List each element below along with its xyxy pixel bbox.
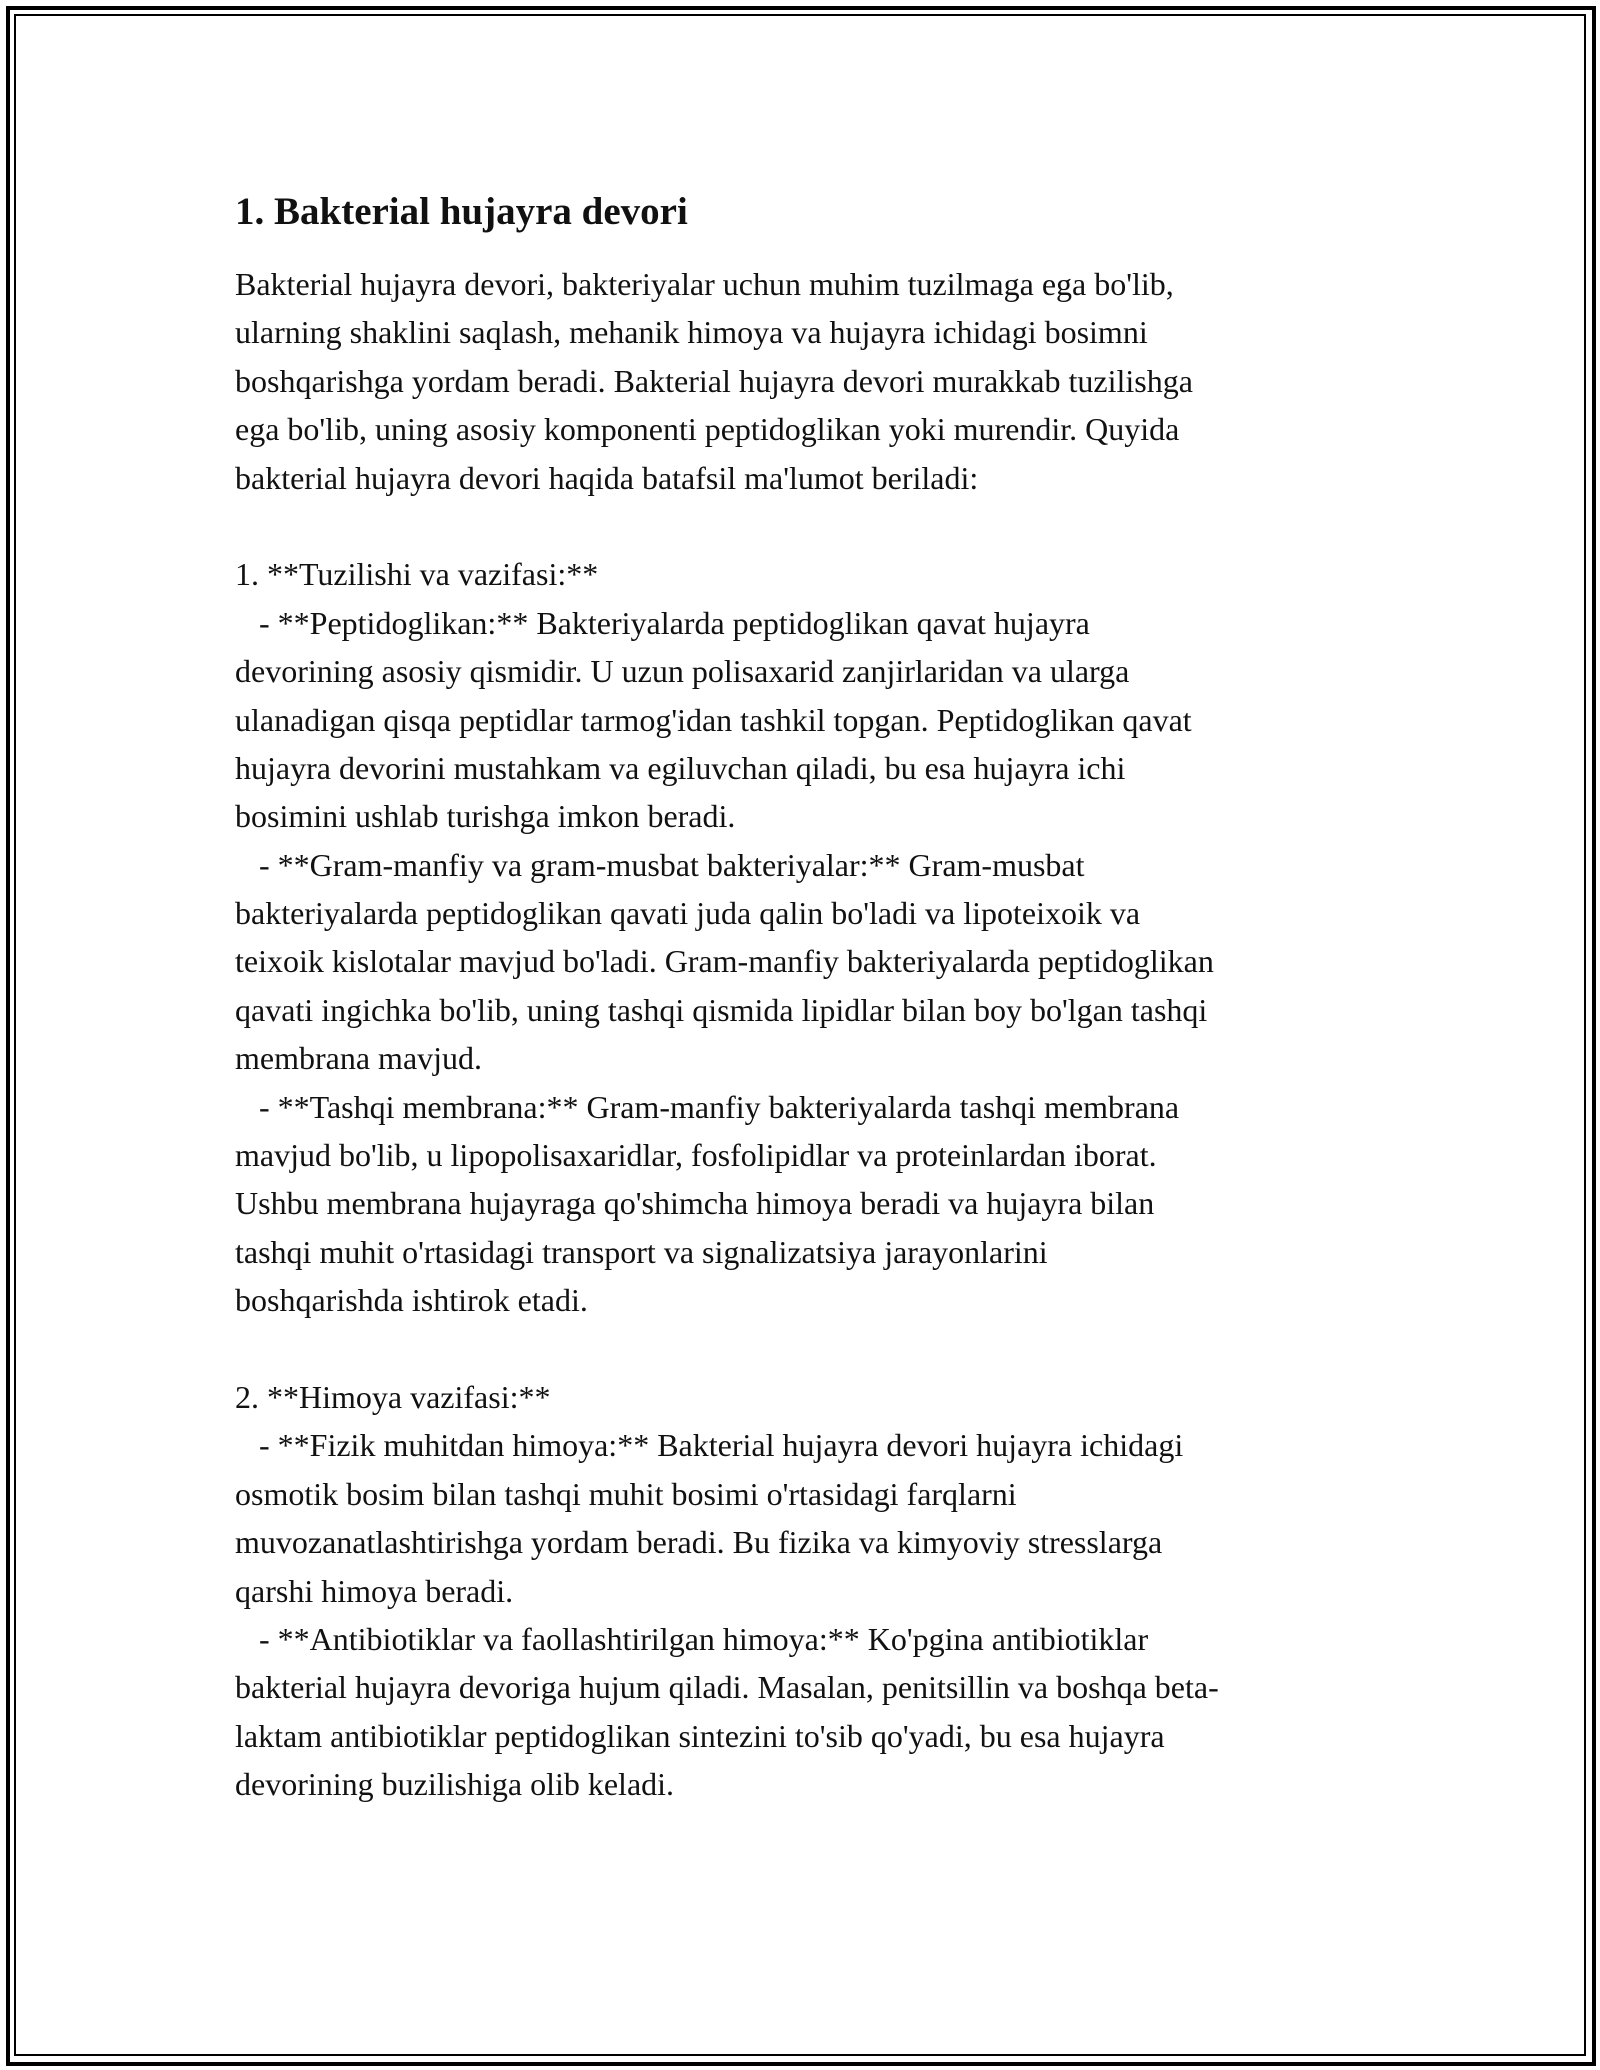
document-content: [235, 186, 1375, 1809]
text-line: qavati ingichka bo'lib, uning tashqi qismida lipidlar bilan boy bo'lgan tashqi: [235, 991, 1208, 1028]
text-line: membrana mavjud.: [235, 1040, 483, 1077]
text-line: qarshi himoya beradi.: [235, 1572, 514, 1609]
text-line: 1. **Tuzilishi va vazifasi:**: [235, 556, 599, 593]
text-line: devorining buzilishiga olib keladi.: [235, 1766, 675, 1803]
document-body: [235, 260, 1375, 1809]
text-line: - **Tashqi membrana:** Gram-manfiy bakteriyalarda tashqi membrana: [235, 1088, 1180, 1125]
text-line: devorining asosiy qismidir. U uzun polisaxarid zanjirlaridan va ularga: [235, 653, 1130, 690]
text-line: 2. **Himoya vazifasi:**: [235, 1378, 551, 1415]
text-line: hujayra devorini mustahkam va egiluvchan qiladi, bu esa hujayra ichi: [235, 749, 1126, 786]
blank-line: [235, 502, 1375, 550]
text-line: boshqarishga yordam beradi. Bakterial hujayra devori murakkab tuzilishga: [235, 362, 1193, 399]
text-line: ularning shaklini saqlash, mehanik himoya va hujayra ichidagi bosimni: [235, 314, 1148, 351]
document-title: 1. Bakterial hujayra devori: [235, 190, 688, 233]
text-line: bosimini ushlab turishga imkon beradi.: [235, 798, 736, 835]
text-line: ulanadigan qisqa peptidlar tarmog'idan tashkil topgan. Peptidoglikan qavat: [235, 701, 1192, 738]
blank-line: [235, 1325, 1375, 1373]
text-line: mavjud bo'lib, u lipopolisaxaridlar, fosfolipidlar va proteinlardan iborat.: [235, 1137, 1157, 1174]
text-line: - **Peptidoglikan:** Bakteriyalarda peptidoglikan qavat hujayra: [235, 604, 1090, 641]
text-line: - **Antibiotiklar va faollashtirilgan himoya:** Ko'pgina antibiotiklar: [235, 1620, 1149, 1657]
text-line: - **Gram-manfiy va gram-musbat bakteriyalar:** Gram-musbat: [235, 846, 1085, 883]
text-line: teixoik kislotalar mavjud bo'ladi. Gram-manfiy bakteriyalarda peptidoglikan: [235, 943, 1214, 980]
text-line: bakteriyalarda peptidoglikan qavati juda qalin bo'ladi va lipoteixoik va: [235, 895, 1141, 932]
text-line: muvozanatlashtirishga yordam beradi. Bu fizika va kimyoviy stresslarga: [235, 1524, 1163, 1561]
text-line: osmotik bosim bilan tashqi muhit bosimi o'rtasidagi farqlarni: [235, 1475, 1017, 1512]
text-line: bakterial hujayra devori haqida batafsil ma'lumot beriladi:: [235, 459, 979, 496]
text-line: bakterial hujayra devoriga hujum qiladi. Masalan, penitsillin va boshqa beta-: [235, 1669, 1219, 1706]
text-line: ega bo'lib, uning asosiy komponenti peptidoglikan yoki murendir. Quyida: [235, 411, 1180, 448]
text-line: laktam antibiotiklar peptidoglikan sintezini to'sib qo'yadi, bu esa hujayra: [235, 1717, 1165, 1754]
text-line: tashqi muhit o'rtasidagi transport va signalizatsiya jarayonlarini: [235, 1233, 1048, 1270]
text-line: boshqarishda ishtirok etadi.: [235, 1282, 588, 1319]
text-line: - **Fizik muhitdan himoya:** Bakterial hujayra devori hujayra ichidagi: [235, 1427, 1184, 1464]
text-line: Bakterial hujayra devori, bakteriyalar uchun muhim tuzilmaga ega bo'lib,: [235, 266, 1174, 302]
text-line: Ushbu membrana hujayraga qo'shimcha himoya beradi va hujayra bilan: [235, 1185, 1155, 1222]
